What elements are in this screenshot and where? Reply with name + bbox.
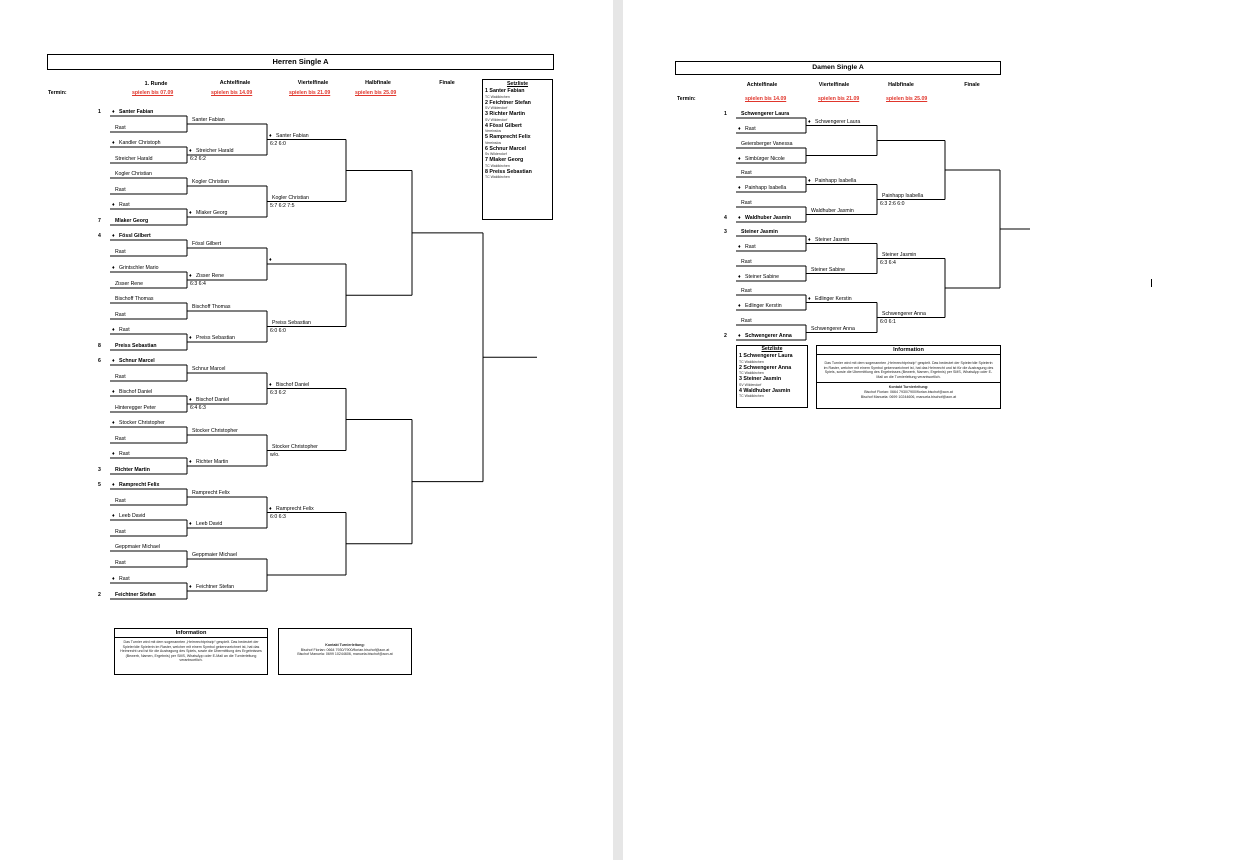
herren-home-marker: ♦ (189, 273, 192, 279)
herren-setzliste-entry: 7 Mlaker Georg (485, 157, 524, 163)
herren-player-name: Richter Martin (196, 459, 229, 465)
herren-match-score: w/o. (270, 451, 280, 458)
damen-info-title: Information (817, 346, 1000, 355)
herren-round-5: Finale (439, 80, 455, 86)
herren-match-score: 6:4 6:3 (190, 405, 206, 411)
damen-player-name: Rast (745, 126, 756, 132)
herren-setzliste-title: Setzliste (506, 81, 529, 87)
herren-match-score: 6:0 6:0 (270, 327, 286, 334)
herren-seed-number: 6 (98, 358, 101, 364)
damen-deadline-1: spielen bis 14.09 (745, 96, 787, 102)
herren-home-marker: ♦ (269, 505, 272, 512)
herren-player-name: Rast (115, 498, 126, 504)
herren-player-name: Schnur Marcel (119, 358, 155, 364)
herren-player-name: Rast (115, 436, 126, 442)
damen-info-text: Das Turnier wird mit dem sogenannten „Heimrechtprinzip“ gespielt. Das bedeutet der Spieler/die Spielerin im Raster, welcher mit einem Symbol gekennzeichnet ist, hat das Heimrecht und ist für die Austragung des Spiels, sowie die Übermittlung des Ergebnisses (Bewerb, Namen, Ergebnis) per SMS, WhatsApp oder E-Mail an die Turnierleitung verantwortlich. (817, 355, 1000, 383)
herren-player-name: Rast (115, 560, 126, 566)
herren-home-marker: ♦ (189, 584, 192, 590)
herren-player-name: Bischof Daniel (119, 389, 153, 395)
damen-player-name: Painhapp Isabella (745, 185, 787, 191)
page-damen (623, 0, 1234, 860)
damen-setzliste-entry: 3 Steiner Jasmin (739, 376, 782, 382)
damen-home-marker: ♦ (738, 244, 741, 250)
herren-player-name: Bischoff Thomas (192, 304, 231, 310)
damen-player-name: Geiersberger Vanessa (741, 141, 793, 147)
herren-home-marker: ♦ (112, 451, 115, 457)
herren-player-name: Feichtner Stefan (115, 592, 156, 598)
herren-player-name: Mlaker Georg (115, 218, 149, 224)
damen-bracket-lines (623, 0, 1234, 860)
herren-setzliste-club: SV Wildendorf (485, 117, 508, 122)
herren-home-marker: ♦ (189, 210, 192, 216)
damen-player-name: Painhapp Isabella (882, 192, 924, 199)
herren-setzliste-club: Vereinslos (485, 129, 502, 133)
herren-player-name: Rast (115, 529, 126, 535)
damen-home-marker: ♦ (738, 156, 741, 162)
damen-home-marker: ♦ (738, 333, 741, 339)
herren-termin-label: Termin: (48, 90, 67, 96)
herren-home-marker: ♦ (112, 420, 115, 426)
herren-setzliste-entry: 8 Preiss Sebastian (485, 168, 532, 175)
herren-player-name: Bischoff Thomas (115, 296, 154, 302)
herren-player-name: Kogler Christian (192, 179, 229, 185)
herren-seed-number: 8 (98, 343, 101, 349)
herren-player-name: Geppmaier Michael (192, 552, 237, 558)
damen-setzliste-club: TC Waldkirchen (739, 359, 764, 364)
herren-player-name: Richter Martin (115, 467, 150, 473)
damen-player-name: Steiner Jasmin (741, 229, 778, 235)
herren-setzliste (482, 79, 553, 220)
damen-deadline-3: spielen bis 25.09 (886, 96, 928, 102)
herren-setzliste-entry: 1 Santer Fabian (485, 88, 525, 94)
herren-home-marker: ♦ (189, 459, 192, 465)
damen-setzliste (736, 345, 808, 408)
herren-setzliste-entry: 3 Richter Martin (485, 111, 526, 117)
damen-player-name: Painhapp Isabella (815, 177, 857, 184)
herren-seed-number: 4 (98, 233, 101, 239)
damen-player-name: Rast (745, 244, 756, 250)
damen-player-name: Steiner Sabine (745, 274, 780, 280)
herren-contact-title: Kontakt Turnierleitung: (325, 643, 365, 647)
herren-round-2: Achtelfinale (219, 80, 251, 86)
herren-player-name: Streicher Harald (196, 148, 234, 154)
herren-home-marker: ♦ (112, 109, 115, 115)
damen-termin-label: Termin: (677, 96, 696, 102)
page-herren (0, 0, 613, 860)
damen-seed-number: 2 (724, 333, 727, 339)
damen-player-name: Rast (741, 318, 752, 324)
herren-seed-number: 5 (98, 482, 101, 488)
herren-contact-line-1: Bischof Florian: 0664 7930/7900/florian.bischof@aon.at (300, 647, 390, 652)
herren-player-name: Preiss Sebastian (115, 343, 157, 349)
herren-player-name: Santer Fabian (119, 109, 154, 115)
herren-contact-line-2: Bischof Manuela: 0699 10244606, manuela.bischof@aon.at (297, 652, 393, 657)
herren-player-name: Rast (119, 576, 130, 582)
damen-home-marker: ♦ (808, 236, 811, 243)
damen-player-name: Schwengerer Anna (811, 325, 855, 332)
damen-title: Damen Single A (675, 61, 1001, 75)
damen-contact-line-2: Bischof Manuela: 0699 10244606, manuela.bischof@aon.at (860, 394, 957, 399)
herren-player-name: Kandler Christoph (119, 140, 161, 146)
herren-home-marker: ♦ (112, 327, 115, 333)
herren-setzliste-club: TC Waldkirchen (485, 175, 510, 179)
herren-player-name: Kogler Christian (115, 171, 152, 177)
damen-match-score: 6:0 6:1 (880, 318, 896, 325)
damen-home-marker: ♦ (738, 274, 741, 280)
herren-player-name: Streicher Harald (115, 156, 153, 162)
herren-player-name: Grintschler Mario (119, 265, 159, 271)
damen-player-name: Schwengerer Laura (741, 111, 790, 117)
herren-title: Herren Single A (47, 54, 554, 70)
herren-round-4: Halbfinale (365, 80, 391, 86)
herren-player-name: Stocker Christopher (119, 420, 165, 426)
herren-home-marker: ♦ (269, 381, 272, 388)
herren-player-name: Rast (115, 312, 126, 318)
damen-player-name: Rast (741, 259, 752, 265)
herren-setzliste-entry: 2 Feichtner Stefan (485, 99, 531, 106)
damen-round-3: Halbfinale (888, 82, 914, 88)
herren-seed-number: 1 (98, 109, 101, 115)
herren-home-marker: ♦ (189, 397, 192, 403)
damen-setzliste-entry: 1 Schwengerer Laura (739, 353, 793, 359)
herren-setzliste-entry: 6 Schnur Marcel (485, 145, 526, 152)
damen-setzliste-entry: 4 Waldhuber Jasmin (739, 387, 791, 394)
herren-player-name: Rast (119, 327, 130, 333)
herren-player-name: Ramprecht Felix (276, 505, 314, 512)
damen-player-name: Waldhuber Jasmin (745, 215, 791, 221)
herren-match-score: 5:7 6:2 7:5 (270, 202, 295, 209)
herren-player-name: Leeb David (196, 521, 223, 527)
damen-deadline-2: spielen bis 21.09 (818, 96, 860, 102)
damen-player-name: Rast (741, 288, 752, 294)
herren-player-name: Rast (115, 249, 126, 255)
herren-info-box (114, 628, 268, 675)
herren-player-name: Santer Fabian (192, 117, 225, 123)
herren-home-marker: ♦ (112, 265, 115, 271)
herren-player-name: Rast (119, 451, 130, 457)
herren-home-marker: ♦ (112, 140, 115, 146)
herren-player-name: Zisser Rene (196, 273, 224, 279)
herren-deadline-4: spielen bis 25.09 (355, 90, 397, 96)
herren-player-name: Fössl Gilbert (192, 241, 222, 247)
herren-setzliste-club: Sv Wildendorf (485, 152, 507, 156)
herren-contact-box (278, 628, 412, 675)
herren-player-name: Ramprecht Felix (119, 482, 160, 488)
herren-player-name: Mlaker Georg (196, 210, 228, 216)
herren-setzliste-entry: 4 Fössl Gilbert (485, 122, 522, 129)
damen-round-2: Viertelfinale (818, 82, 850, 88)
damen-home-marker: ♦ (808, 118, 811, 125)
herren-setzliste-club: TC Waldkirchen (485, 163, 510, 168)
damen-round-1: Achtelfinale (746, 82, 778, 88)
herren-player-name: Geppmaier Michael (115, 544, 160, 550)
herren-match-score: 6:2 6:0 (270, 140, 286, 147)
herren-home-marker: ♦ (112, 233, 115, 239)
damen-player-name: Simbürger Nicole (745, 156, 785, 162)
herren-player-name: Preiss Sebastian (196, 335, 235, 341)
herren-match-score: 6:3 6:4 (190, 281, 206, 287)
damen-setzliste-club: TC Waldkirchen (739, 371, 764, 375)
damen-player-name: Rast (741, 200, 752, 206)
herren-home-marker: ♦ (189, 521, 192, 527)
herren-info-title: Information (115, 629, 267, 638)
herren-home-marker: ♦ (112, 482, 115, 488)
damen-home-marker: ♦ (808, 295, 811, 302)
damen-home-marker: ♦ (738, 215, 741, 221)
damen-home-marker: ♦ (738, 126, 741, 132)
herren-player-name: Rast (115, 125, 126, 131)
herren-info-text: Das Turnier wird mit dem sogenannten „Heimrechtprinzip“ gespielt. Das bedeutet der Spieler/die Spielerin im Raster, welcher mit einem Symbol gekennzeichnet ist, hat das Heimrecht und ist für die Austragung des Spiels, sowie die Übermittlung des Ergebnisses (Bewerb, Namen, Ergebnis) per SMS, WhatsApp oder E-Mail an die Turnierleitung verantwortlich. (120, 640, 262, 663)
damen-info-box (816, 345, 1001, 409)
herren-player-name: Stocker Christopher (192, 428, 238, 434)
herren-setzliste-entry: 5 Ramprecht Felix (485, 134, 531, 140)
herren-home-marker: ♦ (189, 335, 192, 341)
damen-seed-number: 3 (724, 229, 727, 235)
text-cursor (1151, 279, 1152, 287)
herren-deadline-1: spielen bis 07.09 (132, 90, 174, 96)
damen-setzliste-club: TC Waldkirchen (739, 394, 764, 398)
herren-home-marker: ♦ (269, 257, 272, 263)
herren-player-name: Bischof Daniel (276, 381, 310, 388)
herren-setzliste-club: SV Wildendorf (485, 106, 508, 110)
herren-player-name: Santer Fabian (276, 132, 309, 139)
herren-match-score: 6:3 6:2 (270, 389, 286, 396)
damen-player-name: Rast (741, 170, 752, 176)
page-gap (613, 0, 623, 860)
damen-home-marker: ♦ (808, 177, 811, 184)
damen-player-name: Edlinger Kerstin (745, 303, 782, 309)
damen-round-4: Finale (964, 82, 980, 88)
damen-player-name: Edlinger Kerstin (815, 295, 852, 302)
herren-match-score: 6:0 6:3 (270, 513, 286, 520)
herren-player-name: Rast (115, 187, 126, 193)
damen-player-name: Schwengerer Anna (882, 310, 926, 317)
damen-home-marker: ♦ (738, 185, 741, 191)
herren-player-name: Feichtner Stefan (196, 584, 235, 590)
herren-home-marker: ♦ (269, 132, 272, 139)
herren-round-3: Viertelfinale (297, 80, 329, 86)
herren-round-1: 1. Runde (144, 81, 168, 87)
damen-contact-title: Kontakt Turnierleitung: (888, 385, 929, 390)
damen-player-name: Schwengerer Anna (745, 333, 792, 339)
herren-seed-number: 3 (98, 467, 101, 473)
damen-player-name: Waldhuber Jasmin (811, 207, 854, 214)
damen-home-marker: ♦ (738, 303, 741, 309)
herren-seed-number: 2 (98, 592, 101, 598)
herren-player-name: Ramprecht Felix (192, 490, 230, 496)
herren-player-name: Preiss Sebastian (272, 319, 311, 326)
herren-player-name: Fössl Gilbert (119, 233, 151, 239)
herren-setzliste-club: Vereinslos (485, 140, 502, 145)
herren-player-name: Leeb David (119, 513, 146, 519)
herren-home-marker: ♦ (112, 358, 115, 364)
damen-setzliste-club: SV Wildendorf (739, 382, 762, 387)
damen-player-name: Steiner Jasmin (882, 251, 917, 258)
damen-player-name: Steiner Sabine (811, 266, 846, 273)
damen-match-score: 6:3 2:6 6:0 (880, 200, 905, 207)
herren-setzliste-club: TC Waldkirchen (485, 94, 510, 99)
damen-contact-line-1: Bischof Florian: 0664 7930/7900/florian.bischof@aon.at (864, 389, 953, 394)
herren-player-name: Kogler Christian (272, 194, 309, 201)
herren-home-marker: ♦ (189, 148, 192, 154)
herren-player-name: Rast (115, 374, 126, 380)
damen-setzliste-entry: 2 Schwengerer Anna (739, 364, 792, 371)
damen-player-name: Schwengerer Laura (815, 118, 861, 125)
herren-home-marker: ♦ (112, 202, 115, 208)
damen-setzliste-title: Setzliste (761, 346, 783, 352)
herren-player-name: Rast (119, 202, 130, 208)
herren-player-name: Stocker Christopher (272, 443, 318, 450)
herren-player-name: Zisser Rene (115, 281, 143, 287)
herren-seed-number: 7 (98, 218, 101, 224)
herren-deadline-3: spielen bis 21.09 (289, 90, 331, 96)
herren-player-name: Schnur Marcel (192, 366, 226, 372)
herren-deadline-2: spielen bis 14.09 (211, 90, 253, 96)
damen-seed-number: 1 (724, 111, 727, 117)
herren-match-score: 6:2 6:2 (190, 156, 206, 162)
herren-player-name: Bischof Daniel (196, 397, 230, 403)
damen-player-name: Steiner Jasmin (815, 236, 850, 243)
damen-seed-number: 4 (724, 215, 727, 221)
damen-match-score: 6:3 6:4 (880, 259, 896, 266)
herren-home-marker: ♦ (112, 576, 115, 582)
herren-player-name: Hinteregger Peter (115, 405, 156, 411)
herren-home-marker: ♦ (112, 389, 115, 395)
herren-home-marker: ♦ (112, 513, 115, 519)
